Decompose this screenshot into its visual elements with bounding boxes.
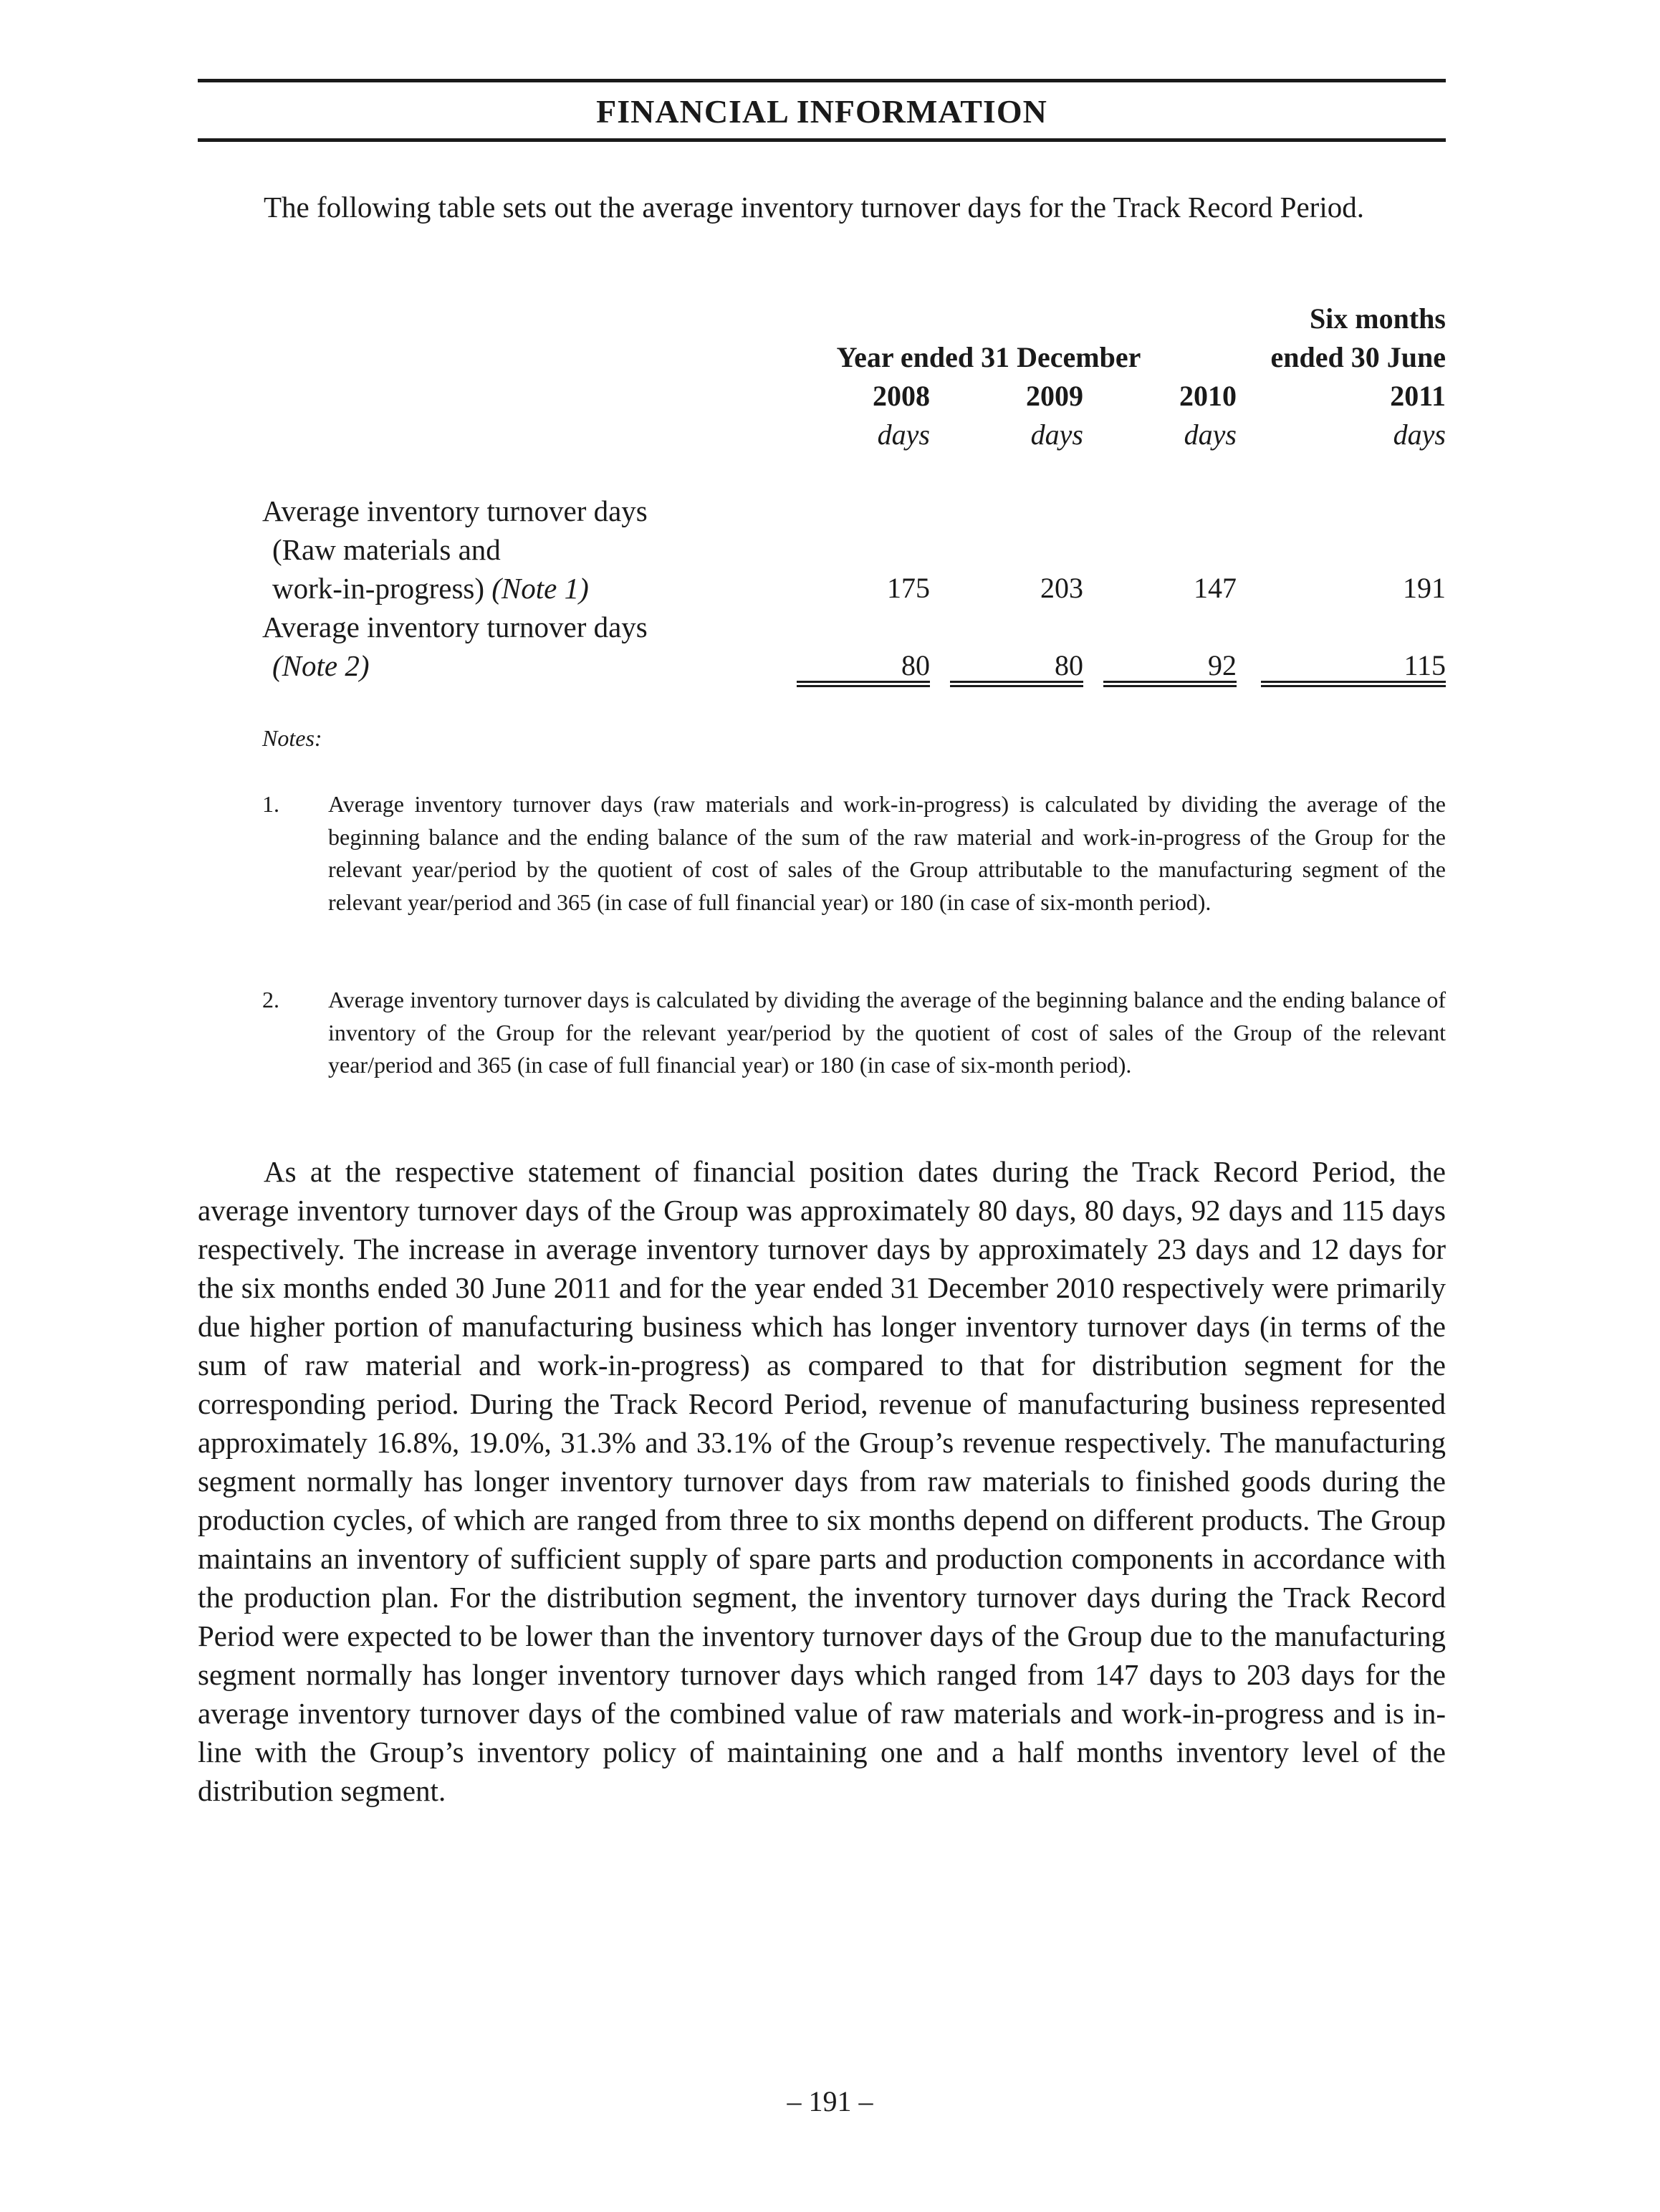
note-number: 1.	[262, 791, 279, 817]
table-cell: 147	[1194, 572, 1237, 604]
row-label-inventory	[262, 608, 835, 685]
six-months-header-line1: Six months	[1309, 302, 1446, 335]
row-label-raw-materials	[262, 492, 835, 608]
six-months-header-line2: ended 30 June	[1270, 341, 1446, 373]
table-cell: 80	[1055, 649, 1083, 681]
column-header-2010: 2010	[1179, 380, 1237, 412]
table-cell: 191	[1403, 572, 1446, 604]
year-ended-header: Year ended 31 December	[836, 341, 1141, 373]
section-header: FINANCIAL INFORMATION	[596, 93, 1047, 130]
unit-label-2010: days	[1184, 418, 1237, 451]
intro-paragraph: The following table sets out the average inventory turnover days for the Track Record Period.	[264, 191, 1364, 224]
row-label-line: Average inventory turnover days	[262, 494, 648, 527]
unit-label-2009: days	[1030, 418, 1083, 451]
note-text: Average inventory turnover days is calculated by dividing the average of the beginning balance and the ending balance of inventory of the Group for the relevant year/period by the quotient of cost of sales of the Group of the relevant year/period and 365 (in case of full financial year) or 180 (in case of six-month period).	[328, 987, 1446, 1078]
column-header-2009: 2009	[1026, 380, 1083, 412]
note-text: Average inventory turnover days (raw materials and work-in-progress) is calculated by dividing the average of the beginning balance and the ending balance of the sum of the raw material and work-in-progress of the Group for the relevant year/period by the quotient of cost of sales of the Group attributable to the manufacturing segment of the relevant year/period and 365 (in case of full financial year) or 180 (in case of six-month period).	[328, 791, 1446, 915]
header-bottom-rule	[198, 138, 1446, 142]
table-cell: 203	[1040, 572, 1083, 604]
unit-label-2011: days	[1393, 418, 1446, 451]
table-cell: 80	[901, 649, 930, 681]
page-number: – 191 –	[787, 2085, 873, 2117]
row-label-line: Average inventory turnover days	[262, 611, 648, 643]
table-cell: 115	[1404, 649, 1446, 681]
double-underline	[1261, 681, 1446, 687]
notes-label: Notes:	[262, 725, 322, 751]
table-cell: 92	[1208, 649, 1237, 681]
table-cell: 175	[887, 572, 930, 604]
row-label-line: work-in-progress)	[272, 572, 492, 605]
column-header-2008: 2008	[873, 380, 930, 412]
header-top-rule	[198, 79, 1446, 82]
note-reference: (Note 2)	[272, 649, 370, 682]
double-underline	[797, 681, 930, 687]
double-underline	[1103, 681, 1237, 687]
column-header-2011: 2011	[1390, 380, 1446, 412]
note-reference: (Note 1)	[491, 572, 589, 605]
body-paragraph: As at the respective statement of financial position dates during the Track Record Period, the average inventory turnover days of the Group was approximately 80 days, 80 days, 92 days and 115 days respectively. The increase in average inventory turnover days by approximately 23 days and 12 days for the six months ended 30 June 2011 and for the year ended 31 December 2010 respectively were primarily due higher portion of manufacturing business which has longer inventory turnover days (in terms of the sum of raw material and work-in-progress) as compared to that for distribution segment for the corresponding period. During the Track Record Period, revenue of manufacturing business represented approximately 16.8%, 19.0%, 31.3% and 33.1% of the Group’s revenue respectively. The manufacturing segment normally has longer inventory turnover days from raw materials to finished goods during the production cycles, of which are ranged from three to six months depend on different products. The Group maintains an inventory of sufficient supply of spare parts and production components in accordance with the production plan. For the distribution segment, the inventory turnover days during the Track Record Period were expected to be lower than the inventory turnover days of the Group due to the manufacturing segment normally has longer inventory turnover days which ranged from 147 days to 203 days for the average inventory turnover days of the combined value of raw materials and work-in-progress and is in-line with the Group’s inventory policy of maintaining one and a half months inventory level of the distribution segment.	[198, 1155, 1446, 1807]
row-label-line: (Raw materials and	[272, 533, 501, 566]
note-number: 2.	[262, 987, 279, 1012]
double-underline	[950, 681, 1083, 687]
unit-label-2008: days	[877, 418, 930, 451]
